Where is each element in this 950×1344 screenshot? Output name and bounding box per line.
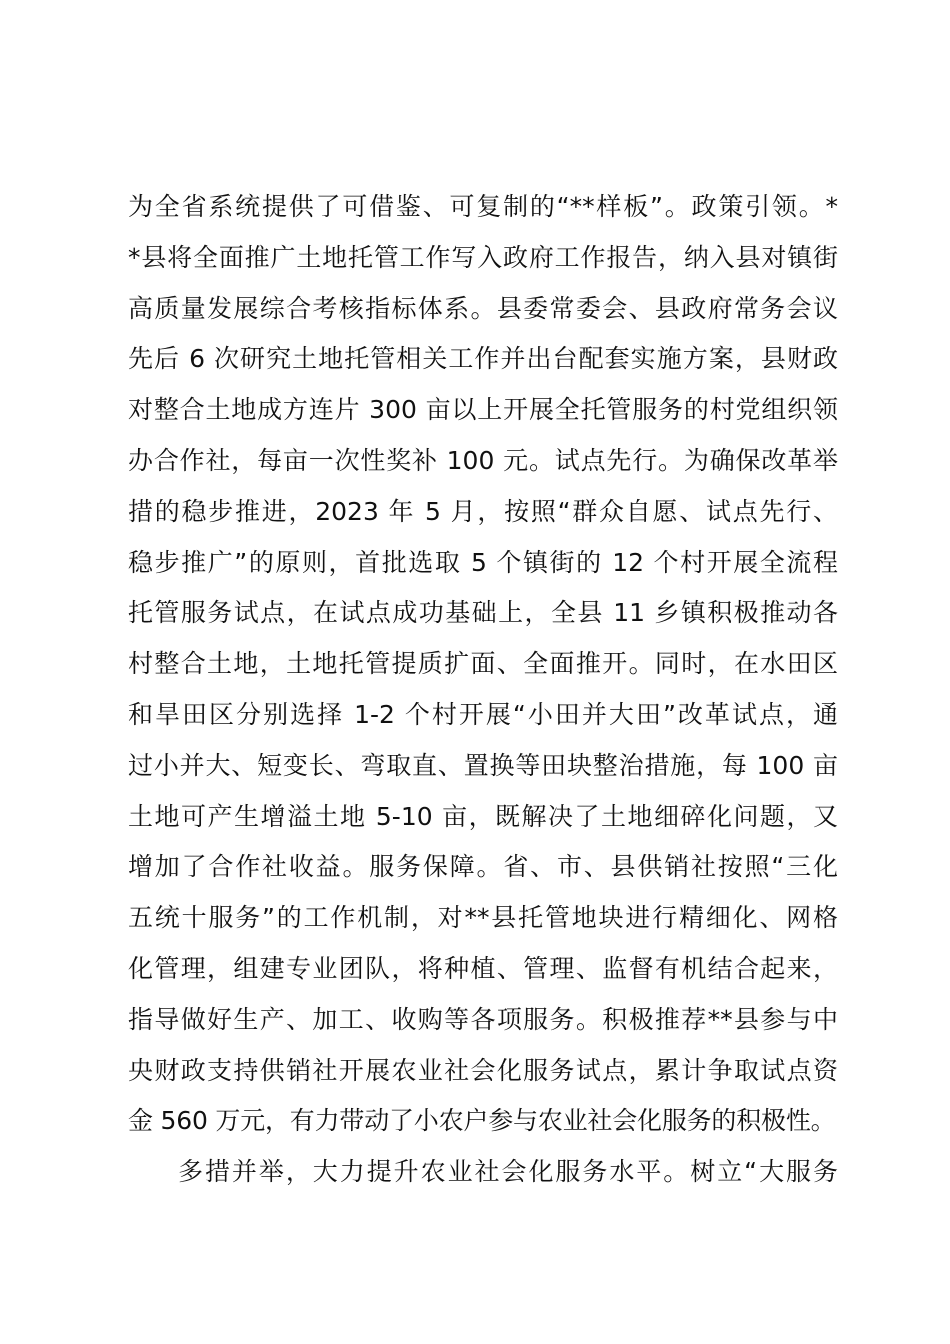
text-line: *县将全面推广土地托管工作写入政府工作报告，纳入县对镇街 bbox=[128, 242, 838, 272]
text-line: 五统十服务”的工作机制，对**县托管地块进行精细化、网格 bbox=[128, 903, 838, 933]
body-text bbox=[128, 182, 838, 1198]
text-line: 办合作社，每亩一次性奖补 100 元。试点先行。为确保改革举 bbox=[128, 445, 838, 475]
text-line: 对整合土地成方连片 300 亩以上开展全托管服务的村党组织领 bbox=[128, 395, 838, 425]
text-line: 托管服务试点，在试点成功基础上，全县 11 乡镇积极推动各 bbox=[128, 598, 838, 628]
text-line: 稳步推广”的原则，首批选取 5 个镇街的 12 个村开展全流程 bbox=[128, 547, 838, 577]
text-line: 过小并大、短变长、弯取直、置换等田块整治措施，每 100 亩 bbox=[128, 750, 838, 780]
text-line: 土地可产生增溢土地 5-10 亩，既解决了土地细碎化问题，又 bbox=[128, 801, 838, 831]
text-line: 先后 6 次研究土地托管相关工作并出台配套实施方案，县财政 bbox=[128, 344, 838, 374]
paragraph-start-line: 多措并举，大力提升农业社会化服务水平。树立“大服务 bbox=[178, 1157, 838, 1187]
text-line: 金 560 万元，有力带动了小农户参与农业社会化服务的积极性。 bbox=[128, 1106, 836, 1136]
text-line: 村整合土地，土地托管提质扩面、全面推开。同时，在水田区 bbox=[128, 649, 838, 679]
text-line: 央财政支持供销社开展农业社会化服务试点，累计争取试点资 bbox=[128, 1055, 838, 1085]
text-line: 和旱田区分别选择 1-2 个村开展“小田并大田”改革试点，通 bbox=[128, 699, 838, 729]
text-line: 化管理，组建专业团队，将种植、管理、监督有机结合起来， bbox=[128, 953, 838, 983]
text-line: 措的稳步推进，2023 年 5 月，按照“群众自愿、试点先行、 bbox=[128, 496, 838, 526]
text-line: 增加了合作社收益。服务保障。省、市、县供销社按照“三化 bbox=[128, 852, 838, 882]
text-line: 高质量发展综合考核指标体系。县委常委会、县政府常务会议 bbox=[128, 293, 838, 323]
text-line: 指导做好生产、加工、收购等各项服务。积极推荐**县参与中 bbox=[128, 1004, 838, 1034]
text-line: 为全省系统提供了可借鉴、可复制的“**样板”。政策引领。* bbox=[128, 192, 838, 221]
